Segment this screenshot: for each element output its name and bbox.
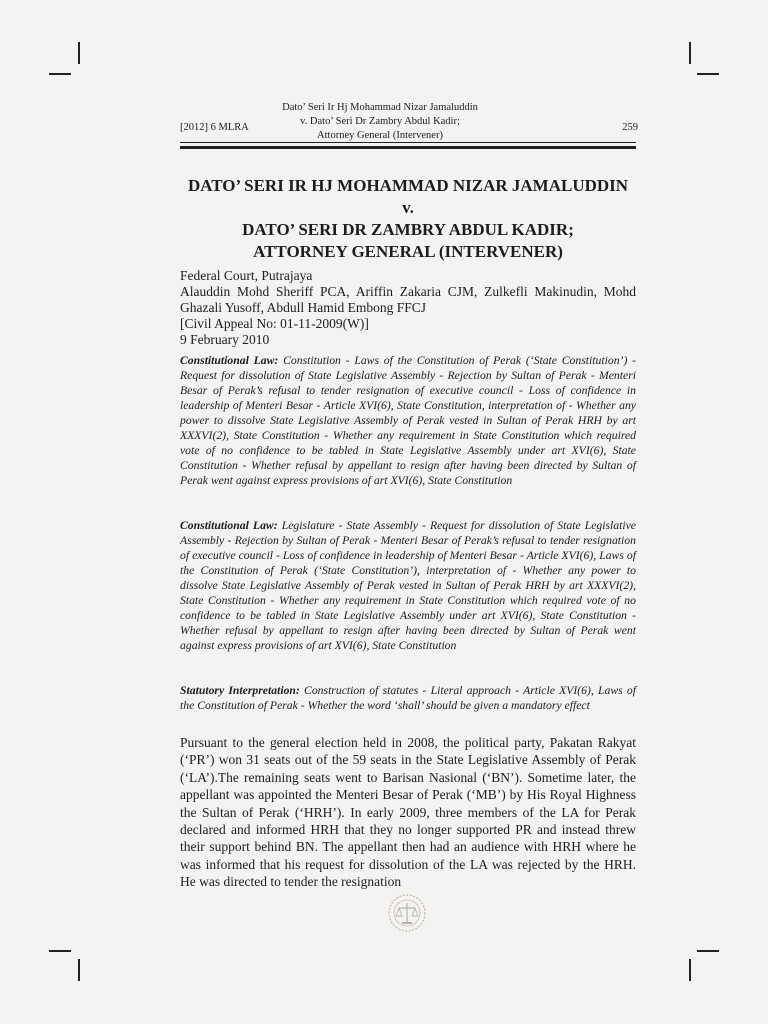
catchword-text: Constitution - Laws of the Constitution of Perak (‘State Constitution’) - Request for dissolution of State Legislative Assembly - Rejection by Sultan of Perak - Menteri Besar of Perak’s refusal to tender resignation of executive council - Loss of confidence in leadership of Menteri Besar - Article XVI(6), State Constitution, interpretation of - Whether any power to dissolve State Legislative Assembly of Perak vested in Sultan of Perak HRH by art XXXVI(2), State Constitution - Whether any requirement in State Constitution which required vote of no confidence to be tabled in State Legislative Assembly under art XVI(6), State Constitution - Whether refusal by appellant to resign after having been directed by Sultan of Perak went against express provisions of art XVI(6), State Constitution — [180, 354, 637, 487]
catchword-paragraph — [180, 683, 636, 713]
page-number: 259 — [622, 122, 638, 133]
law-report-citation: [2012] 6 MLRA — [180, 122, 249, 133]
crop-mark-bottom-left-horizontal — [49, 950, 71, 952]
catchword-heading: Constitutional Law: — [180, 354, 279, 367]
catchword-paragraph — [180, 353, 636, 488]
crop-mark-bottom-right-horizontal — [697, 950, 719, 952]
case-title-appellant: DATO’ SERI IR HJ MOHAMMAD NIZAR JAMALUDDIN — [187, 176, 629, 195]
case-title — [180, 175, 636, 263]
summary-paragraph: Pursuant to the general election held in 2008, the political party, Pakatan Rakyat (‘PR’) won 31 seats out of the 59 seats in the State Legislative Assembly of Perak (‘LA’).The remaining seats went to Barisan Nasional (‘BN’). Sometime later, the appellant was appointed the Menteri Besar of Perak (‘MB’) by His Royal Highness the Sultan of Perak (‘HRH’). In early 2009, three members of the LA for Perak declared and informed HRH that they no longer supported PR and instead threw their support behind BN. The appellant then had an audience with HRH where he was informed that his request for dissolution of the LA was rejected by the HRH. He was directed to tender the resignation — [180, 735, 636, 890]
catchword-text: Legislature - State Assembly - Request for dissolution of State Legislative Assembly - Rejection by Sultan of Perak - Menteri Besar of Perak’s refusal to tender resignation of executive council - Loss of confidence in leadership of Menteri Besar - Article XVI(6), Laws of the Constitution of Perak (‘State Constitution’), interpretation of - Whether any power to dissolve State Legislative Assembly of Perak vested in Sultan of Perak HRH by art XXXVI(2), State Constitution - Whether any requirement in State Constitution which required vote of no confidence to be tabled in State Legislative Assembly under art XVI(6), State Constitution - Whether refusal by appellant to resign after having been directed by Sultan of Perak went against express provisions of art XVI(6), State Constitution — [180, 519, 636, 652]
appeal-number: [Civil Appeal No: 01-11-2009(W)] — [180, 316, 369, 331]
case-details — [180, 268, 636, 348]
running-header-line-3: Attorney General (Intervener) — [317, 130, 443, 141]
case-title-intervener: ATTORNEY GENERAL (INTERVENER) — [253, 242, 563, 261]
judgment-date: 9 February 2010 — [180, 332, 270, 347]
header-rule-thin — [180, 142, 636, 143]
crop-mark-top-right-horizontal — [697, 73, 719, 75]
running-header-line-1: Dato’ Seri Ir Hj Mohammad Nizar Jamaluddin — [282, 102, 478, 113]
publisher-seal-icon — [387, 893, 427, 933]
case-title-respondent: DATO’ SERI DR ZAMBRY ABDUL KADIR; — [242, 220, 574, 239]
header-rule-thick — [180, 146, 636, 149]
catchword-heading: Statutory Interpretation: — [180, 684, 300, 697]
case-title-versus: v. — [402, 198, 414, 217]
crop-mark-top-left-vertical — [78, 42, 80, 64]
coram-judges: Alauddin Mohd Sheriff PCA, Ariffin Zakaria CJM, Zulkefli Makinudin, Mohd Ghazali Yusoff, Abdull Hamid Embong FFCJ — [180, 284, 636, 315]
catchword-paragraph — [180, 518, 636, 653]
running-header-line-2: v. Dato’ Seri Dr Zambry Abdul Kadir; — [300, 116, 460, 127]
court-name: Federal Court, Putrajaya — [180, 268, 313, 283]
catchword-text: Construction of statutes - Literal approach - Article XVI(6), Laws of the Constitution of Perak - Whether the word ‘shall’ should be given a mandatory effect — [180, 684, 637, 712]
crop-mark-top-left-horizontal — [49, 73, 71, 75]
crop-mark-top-right-vertical — [689, 42, 691, 64]
crop-mark-bottom-right-vertical — [689, 959, 691, 981]
catchword-heading: Constitutional Law: — [180, 519, 278, 532]
crop-mark-bottom-left-vertical — [78, 959, 80, 981]
